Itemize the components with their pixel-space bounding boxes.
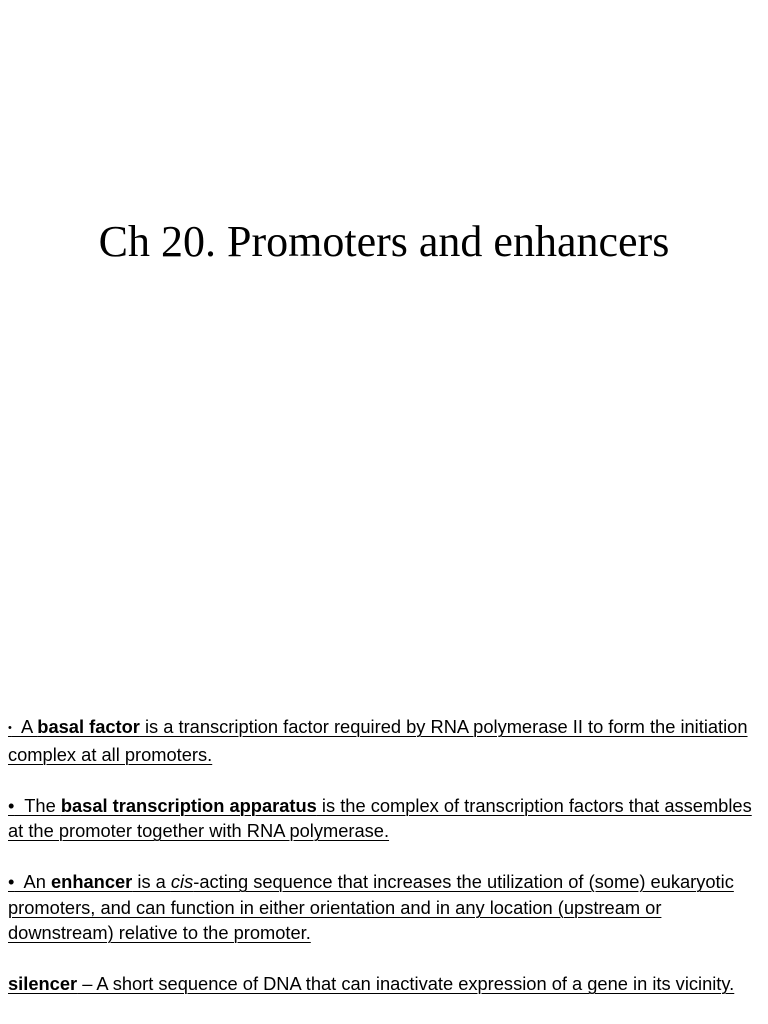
term-basal-factor: basal factor <box>37 716 140 737</box>
definition-basal-factor: • A basal factor is a transcription factor required by RNA polymerase II to form the initiation complex at all promoters. <box>8 716 748 765</box>
definition-enhancer: • An enhancer is a cis-acting sequence that increases the utilization of (some) eukaryotic promoters, and can function in either orientation and in any location (upstream or downstream) relative to the promoter. <box>8 871 734 943</box>
bullet-icon: • <box>8 722 12 734</box>
term-silencer: silencer <box>8 973 78 994</box>
bullet-icon: • <box>8 794 15 816</box>
definition-basal-transcription-apparatus: • The basal transcription apparatus is the complex of transcription factors that assembles at the promoter together with RNA polymerase. <box>8 794 752 841</box>
term-cis: cis <box>170 871 194 892</box>
definition-silencer: silencer – A short sequence of DNA that can inactivate expression of a gene in its vicinity. <box>8 973 735 994</box>
bullet-icon: • <box>8 871 15 892</box>
definitions-list <box>8 714 764 997</box>
term-enhancer: enhancer <box>51 871 133 892</box>
term-basal-transcription-apparatus: basal transcription apparatus <box>60 794 317 816</box>
slide-title: Ch 20. Promoters and enhancers <box>98 217 670 266</box>
